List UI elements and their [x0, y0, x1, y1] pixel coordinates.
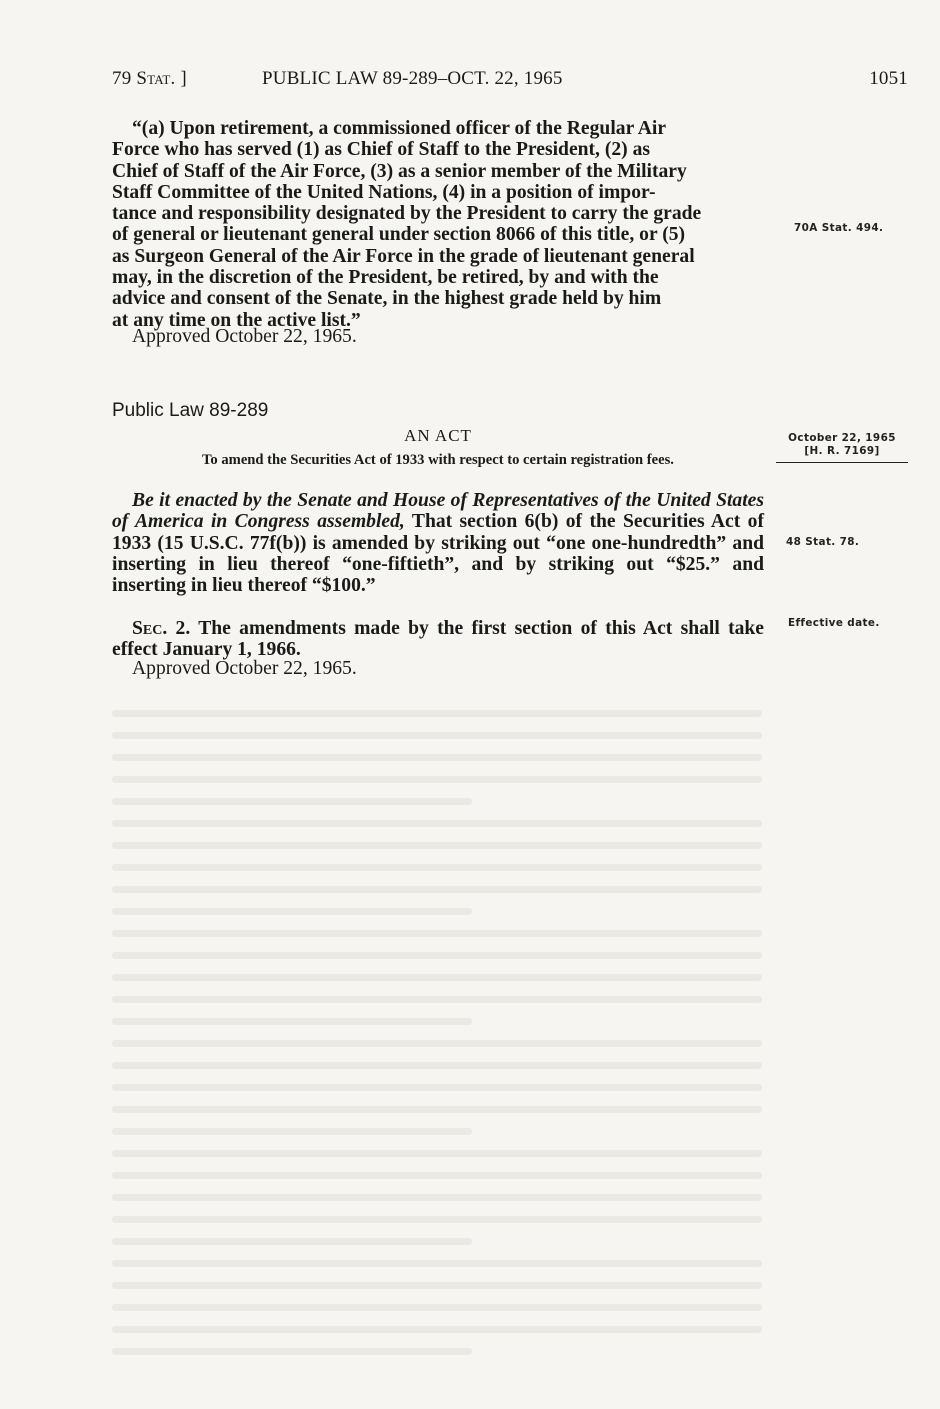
bleed-through-line: [112, 886, 762, 893]
bleed-through-line: [112, 754, 762, 761]
bleed-through-line: [112, 1216, 762, 1223]
section-a-line: “(a) Upon retirement, a commissioned officer of the Regular Air: [132, 118, 667, 139]
bleed-through-line: [112, 732, 762, 739]
bleed-through-line: [112, 1018, 472, 1025]
section-a-line: advice and consent of the Senate, in the highest grade held by him: [112, 288, 662, 310]
bleed-through-line: [112, 798, 472, 805]
bleed-through-line: [112, 952, 762, 959]
bleed-through-line: [112, 1084, 762, 1091]
section-2-label: Sec. 2.: [132, 618, 191, 639]
bleed-through-line: [112, 1172, 762, 1179]
section-a-line: tance and responsibility designated by the President to carry the grade: [112, 203, 702, 225]
section-a-line: Chief of Staff of the Air Force, (3) as a senior member of the Military: [112, 160, 687, 182]
section-2-paragraph: [112, 618, 764, 661]
running-head-title: PUBLIC LAW 89-289–OCT. 22, 1965: [262, 68, 563, 89]
bleed-through-line: [112, 1348, 472, 1355]
bleed-through-line: [112, 1304, 762, 1311]
section-a-line: may, in the discretion of the President, be retired, by and with the: [112, 267, 659, 289]
section-a-line: Staff Committee of the United Nations, (4) in a position of impor-: [112, 181, 656, 203]
bleed-through-line: [112, 908, 472, 915]
section-2-text: [112, 618, 764, 661]
margin-note-bill-number: [H. R. 7169]: [804, 445, 880, 457]
bleed-through-line: [112, 930, 762, 937]
an-act-heading: AN ACT: [404, 426, 472, 445]
bleed-through-line: [112, 842, 762, 849]
act-purpose: To amend the Securities Act of 1933 with respect to certain registration fees.: [202, 452, 674, 468]
running-head: [112, 68, 908, 92]
margin-rule: [776, 462, 908, 463]
bleed-through-text: [112, 690, 908, 1390]
bleed-through-line: [112, 996, 762, 1003]
bleed-through-line: [112, 1260, 762, 1267]
margin-note-date: [778, 432, 906, 458]
bleed-through-line: [112, 776, 762, 783]
bleed-through-line: [112, 1128, 472, 1135]
section-a-line: Force who has served (1) as Chief of Staff to the President, (2) as: [112, 139, 651, 161]
enacting-section-text: [112, 490, 764, 596]
bleed-through-line: [112, 1062, 762, 1069]
page-number: 1051: [869, 68, 908, 89]
bleed-through-line: [112, 1150, 762, 1157]
margin-note-70a-stat: 70A Stat. 494.: [794, 222, 884, 234]
bleed-through-line: [112, 1106, 762, 1113]
enacting-clause: Be it enacted by the Senate and House of Representatives of the United States of America in Congress assembled,: [112, 490, 764, 533]
bleed-through-line: [112, 1326, 762, 1333]
section-a-line: as Surgeon General of the Air Force in the grade of lieutenant general: [112, 245, 695, 267]
approved-date-2: Approved October 22, 1965.: [132, 658, 357, 679]
section-1-paragraph: [112, 490, 764, 596]
bleed-through-line: [112, 820, 762, 827]
bleed-through-line: [112, 1282, 762, 1289]
bleed-through-line: [112, 710, 762, 717]
section-1-text: That section 6(b) of the Securities Act of 1933 (15 U.S.C. 77f(b)) is amended by striking out “one one-hundredth” and inserting in lieu thereof “one-fiftieth”, and by striking out “$25.” and inserting in lieu thereof “$100.”: [112, 511, 764, 597]
bleed-through-line: [112, 974, 762, 981]
bleed-through-line: [112, 864, 762, 871]
section-2-body: The amendments made by the first section of this Act shall take effect January 1, 1966.: [112, 618, 765, 661]
public-law-title: Public Law 89-289: [112, 400, 269, 421]
margin-note-date-text: October 22, 1965: [788, 432, 896, 444]
section-a-line: of general or lieutenant general under section 8066 of this title, or (5): [112, 224, 686, 246]
margin-note-effective-date: Effective date.: [788, 617, 880, 629]
bleed-through-line: [112, 1194, 762, 1201]
margin-note-48-stat: 48 Stat. 78.: [786, 536, 860, 548]
running-head-volume: 79 Stat. ]: [112, 68, 187, 89]
bleed-through-line: [112, 1238, 472, 1245]
approved-date-1: Approved October 22, 1965.: [132, 326, 357, 347]
bleed-through-line: [112, 1040, 762, 1047]
section-a-line: at any time on the active list.”: [112, 309, 361, 331]
section-a-text: [112, 118, 764, 331]
